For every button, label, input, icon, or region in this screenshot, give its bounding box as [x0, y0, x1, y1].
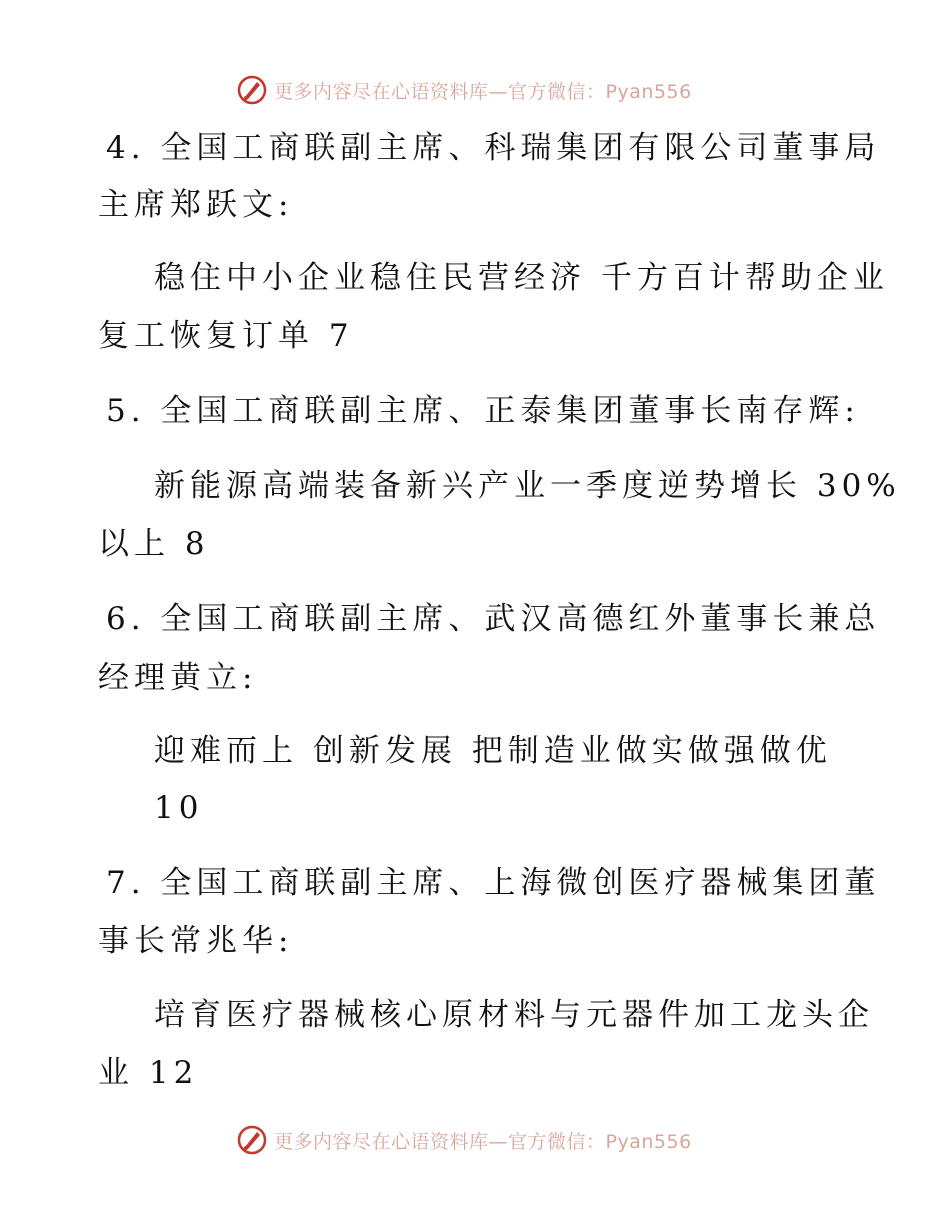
- watermark-text: 更多内容尽在心语资料库—官方微信：Pyan556: [274, 1130, 692, 1153]
- entry-7-heading-line-2: 事长常兆华:: [98, 923, 294, 959]
- watermark-text: 更多内容尽在心语资料库—官方微信：Pyan556: [274, 80, 692, 103]
- entry-6-topic-line-1: 迎难而上 创新发展 把制造业做实做强做优: [154, 733, 832, 769]
- entry-7-topic-line-2: 业 12: [98, 1055, 199, 1091]
- entry-7-heading-line-1: 7. 全国工商联副主席、上海微创医疗器械集团董: [106, 865, 881, 901]
- entry-5-topic-line-1: 新能源高端装备新兴产业一季度逆势增长 30%: [154, 468, 901, 504]
- pen-logo-icon: [236, 1124, 268, 1156]
- entry-5-topic-line-2: 以上 8: [98, 526, 210, 562]
- entry-4-topic-line-2: 复工恢复订单 7: [98, 318, 354, 354]
- entry-4-heading-line-1: 4. 全国工商联副主席、科瑞集团有限公司董事局: [106, 130, 881, 166]
- entry-7-topic-line-1: 培育医疗器械核心原材料与元器件加工龙头企: [154, 997, 874, 1033]
- entry-6-heading-line-1: 6. 全国工商联副主席、武汉高德红外董事长兼总: [106, 601, 881, 637]
- entry-6-heading-line-2: 经理黄立:: [98, 660, 258, 696]
- pen-logo-icon: [236, 74, 268, 106]
- watermark-footer: [236, 1123, 692, 1157]
- entry-4-topic-line-1: 稳住中小企业稳住民营经济 千方百计帮助企业: [154, 260, 889, 296]
- entry-4-heading-line-2: 主席郑跃文:: [98, 187, 294, 223]
- entry-6-topic-line-2: 10: [154, 790, 204, 826]
- watermark-header: [236, 73, 692, 107]
- entry-5-heading-line-1: 5. 全国工商联副主席、正泰集团董事长南存辉:: [106, 393, 860, 429]
